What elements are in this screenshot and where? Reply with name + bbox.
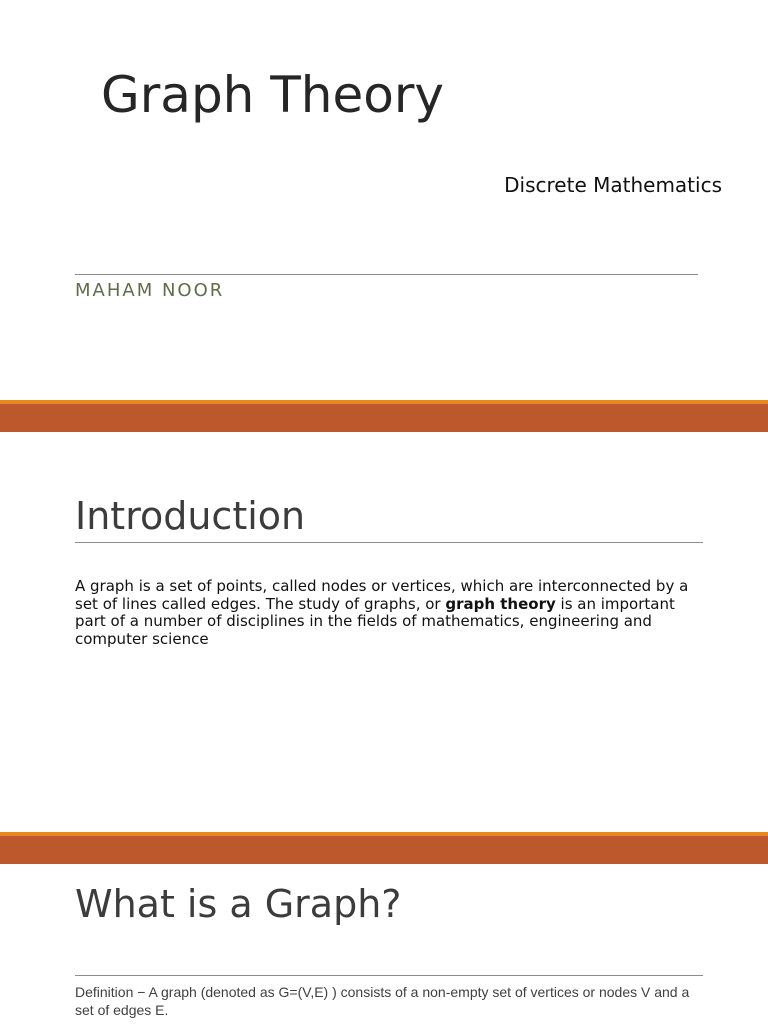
introduction-slide bbox=[0, 432, 768, 832]
author-name: MAHAM NOOR bbox=[75, 280, 225, 301]
title-slide bbox=[0, 0, 768, 400]
what-is-graph-title: What is a Graph? bbox=[75, 882, 402, 926]
slide-separator-band bbox=[0, 400, 768, 432]
introduction-body-text-2: is an important part of a number of disciplines in the fields of mathematics, engineering and computer science bbox=[75, 594, 675, 648]
graph-definition: Definition − A graph (denoted as G=(V,E) ) consists of a non-empty set of vertices or nodes V and a set of edges E. bbox=[75, 984, 690, 1018]
introduction-body-bold: graph theory bbox=[445, 594, 556, 613]
introduction-body-text-1: A graph is a set of points, called nodes or vertices, which are interconnected by a set of lines called edges. The study of graphs, or bbox=[75, 577, 689, 613]
slide-separator-band bbox=[0, 832, 768, 864]
what-is-graph-divider bbox=[75, 975, 703, 976]
introduction-title: Introduction bbox=[75, 494, 306, 538]
presentation-subtitle: Discrete Mathematics bbox=[504, 173, 722, 197]
what-is-graph-slide bbox=[0, 864, 768, 1024]
introduction-divider bbox=[75, 542, 703, 543]
presentation-title: Graph Theory bbox=[101, 66, 444, 124]
introduction-body bbox=[75, 578, 705, 648]
title-divider bbox=[75, 274, 698, 275]
